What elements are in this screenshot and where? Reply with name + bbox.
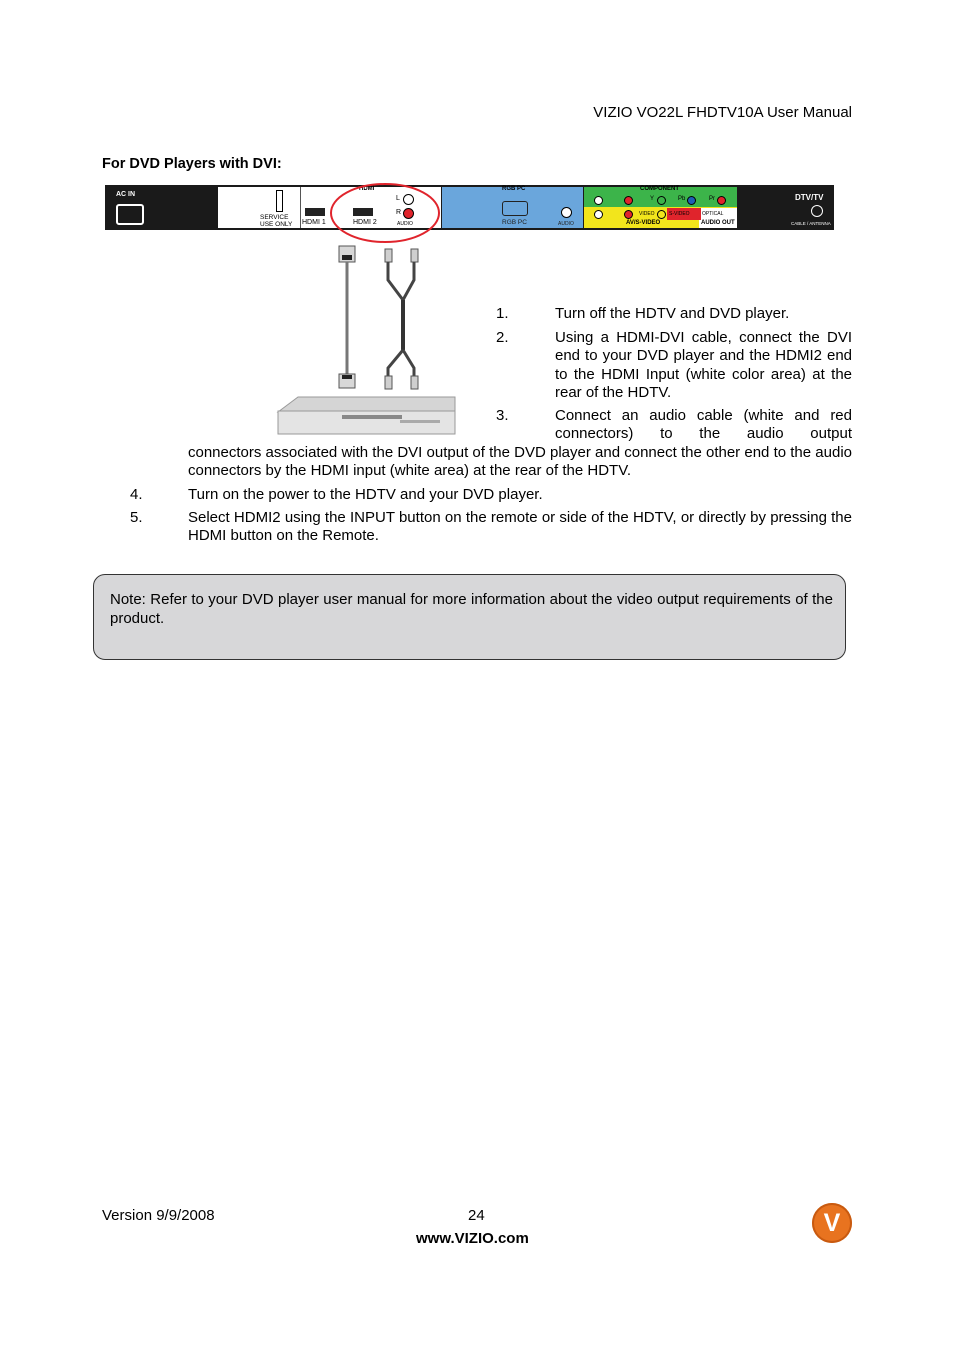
step-4-text: Turn on the power to the HDTV and your DVD player. [188,486,543,503]
dtv-label: DTV/TV [795,193,824,202]
pr-label: Pr [709,196,715,202]
hdmi-dvi-cable [339,246,355,388]
step-5-number: 5. [130,509,143,526]
footer-page-number: 24 [468,1207,485,1224]
component-group-label: COMPONENT [640,186,679,192]
video-label: VIDEO [639,211,655,217]
pb-label: Pb [678,196,686,202]
audio-out-label: AUDIO OUT [701,220,735,226]
step-3-text-a: Connect an audio cable (white and red connectors) to the audio output [555,407,852,443]
step-3-text-b: connectors associated with the DVI output of the DVD player and connect the other end to the audio connectors by the HDMI input (white area) at the rear of the HDTV. [188,444,852,480]
dvd-player-icon [278,397,455,434]
av-svideo-label: AV/S-VIDEO [626,220,661,226]
step-3-number: 3. [496,407,509,424]
ac-in-label: AC IN [116,191,136,198]
audio-l-label: L [396,195,400,202]
manual-title: VIZIO VO22L FHDTV10A User Manual [593,104,852,121]
service-label: SERVICE USE ONLY [260,214,293,228]
note-box [93,574,846,660]
audio-rca-cable [385,249,418,389]
cable-antenna-label: CABLE / ANTENNA [791,221,831,226]
step-1-number: 1. [496,305,509,322]
y-label: Y [650,196,655,202]
step-5-text: Select HDMI2 using the INPUT button on the remote or side of the HDTV, or directly by pressing the HDMI button on the Remote. [188,509,852,545]
step-4-number: 4. [130,486,143,503]
rgb-group-label: RGB PC [502,186,526,192]
hdmi1-label: HDMI 1 [302,219,326,226]
hdmi-group-label: HDMI [359,186,375,192]
hdmi-audio-label: AUDIO [397,221,413,227]
hdmi2-label: HDMI 2 [353,219,377,226]
svideo-label: S-VIDEO [669,211,690,217]
audio-r-label: R [396,209,402,216]
rgb-audio-label: AUDIO [558,221,574,227]
step-1-text: Turn off the HDTV and DVD player. [555,305,790,322]
logo-letter: V [823,1209,841,1237]
footer-version: Version 9/9/2008 [102,1207,215,1224]
step-2-text: Using a HDMI-DVI cable, connect the DVI end to your DVD player and the HDMI2 end to the HDMI Input (white color area) at the rear of the HDTV. [555,329,852,401]
vizio-logo-icon [812,1203,852,1243]
footer-url[interactable]: www.VIZIO.com [416,1230,529,1247]
step-2-number: 2. [496,329,509,346]
note-text: Note: Refer to your DVD player user manual for more information about the video output requirements of the product. [110,591,833,627]
hdmi-highlight-circle [331,184,439,242]
optical-label: OPTICAL [702,211,724,217]
section-heading: For DVD Players with DVI: [102,156,282,172]
rgb-pc-label: RGB PC [502,219,527,226]
